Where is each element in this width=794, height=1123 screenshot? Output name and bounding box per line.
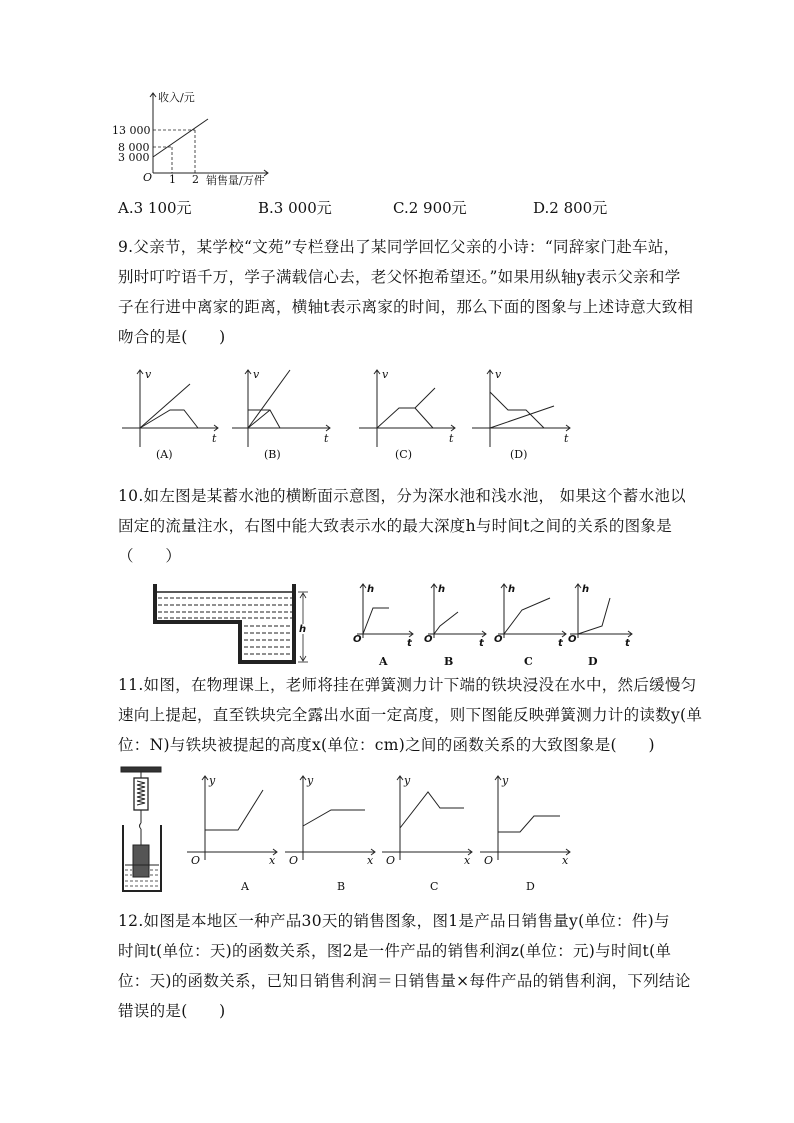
- q9-graph-label: (D): [510, 448, 528, 461]
- q10-line: （ ）: [118, 547, 182, 565]
- q10-line: 固定的流量注水，右图中能大致表示水的最大深度h与时间t之间的关系的图象是: [118, 517, 673, 535]
- q11-line: 11.如图，在物理课上，老师将挂在弹簧测力计下端的铁块浸没在水中，然后缓慢匀: [118, 676, 697, 694]
- q11-graph-label: A: [241, 880, 249, 893]
- q9-x-label: t: [324, 432, 329, 445]
- q11-x-label: x: [269, 854, 276, 867]
- q9-graph-a: [118, 362, 228, 464]
- q11-y-label: y: [502, 774, 509, 787]
- q10-origin: O: [494, 634, 503, 645]
- q8-x-tick: 1: [169, 173, 176, 186]
- q11-graph-label: C: [430, 880, 439, 893]
- q10-graph-label: A: [379, 655, 388, 668]
- q10-y-label: h: [582, 584, 590, 595]
- q10-graph-label: C: [524, 655, 533, 668]
- q10-y-label: h: [438, 584, 446, 595]
- q12-text: [118, 906, 691, 1026]
- q8-y-tick: 13 000: [112, 124, 151, 137]
- q9-line: 别时叮咛语千万，学子满载信心去，老父怀抱希望还。”如果用纵轴y表示父亲和学: [118, 268, 681, 286]
- q9-x-label: t: [212, 432, 217, 445]
- q12-line: 错误的是( ): [118, 1002, 226, 1020]
- q8-origin: O: [143, 171, 153, 184]
- q9-y-label: v: [382, 368, 389, 381]
- q10-text: [118, 481, 686, 571]
- q10-y-label: h: [508, 584, 516, 595]
- q11-graph-b: [283, 770, 383, 895]
- q10-x-label: t: [558, 638, 563, 649]
- q10-line: 10.如左图是某蓄水池的横断面示意图，分为深水池和浅水池， 如果这个蓄水池以: [118, 487, 686, 505]
- q8-y-tick: 3 000: [118, 151, 150, 164]
- q9-x-label: t: [449, 432, 454, 445]
- q11-x-label: x: [367, 854, 374, 867]
- q11-y-label: y: [307, 774, 314, 787]
- q9-y-label: v: [145, 368, 152, 381]
- q11-graph-d: [478, 770, 578, 895]
- q8-option-b: B.3 000元: [258, 199, 332, 217]
- q10-graph-c: [492, 578, 572, 670]
- q9-y-label: v: [495, 368, 502, 381]
- q11-x-label: x: [464, 854, 471, 867]
- q10-x-label: t: [625, 638, 630, 649]
- q10-origin: O: [424, 634, 433, 645]
- q10-x-label: t: [479, 638, 484, 649]
- q11-text: [118, 670, 702, 760]
- q10-x-label: t: [407, 638, 412, 649]
- q9-graph-c: [355, 362, 465, 464]
- q10-origin: O: [568, 634, 577, 645]
- q8-y-tick: 8 000: [118, 141, 150, 154]
- q11-spring-apparatus: [115, 765, 167, 895]
- q9-x-label: t: [564, 432, 569, 445]
- q9-graph-d: [468, 362, 578, 464]
- q9-line: 子在行进中离家的距离，横轴t表示离家的时间，那么下面的图象与上述诗意大致相: [118, 298, 694, 316]
- q11-graph-a: [183, 770, 283, 895]
- q12-line: 时间t(单位：天)的函数关系，图2是一件产品的销售利润z(单位：元)与时间t(单: [118, 942, 672, 960]
- q10-origin: O: [353, 634, 362, 645]
- q8-option-c: C.2 900元: [393, 199, 467, 217]
- q11-origin: O: [484, 854, 494, 867]
- q11-origin: O: [386, 854, 396, 867]
- q10-reservoir-diagram: [152, 578, 312, 666]
- q11-line: 位：N)与铁块被提起的高度x(单位：cm)之间的函数关系的大致图象是( ): [118, 736, 655, 754]
- q9-y-label: v: [253, 368, 260, 381]
- q11-graph-label: D: [526, 880, 535, 893]
- q11-graph-label: B: [337, 880, 346, 893]
- q8-income-line: [153, 119, 208, 157]
- q10-graph-label: B: [444, 655, 454, 668]
- q11-x-label: x: [562, 854, 569, 867]
- q8-y-axis-label: 收入/元: [158, 91, 195, 104]
- q11-origin: O: [191, 854, 201, 867]
- q10-graph-label: D: [588, 655, 598, 668]
- q9-graph-label: (B): [264, 448, 281, 461]
- q10-graph-a: [345, 578, 417, 670]
- q10-graph-d: [564, 578, 636, 670]
- q11-graph-c: [380, 770, 480, 895]
- q10-y-label: h: [367, 584, 375, 595]
- q9-graph-label: (C): [395, 448, 412, 461]
- q12-line: 12.如图是本地区一种产品30天的销售图象，图1是产品日销售量y(单位：件)与: [118, 912, 670, 930]
- q8-x-axis-label: 销售量/万件: [206, 174, 265, 187]
- q8-x-tick: 2: [192, 173, 199, 186]
- q8-option-d: D.2 800元: [533, 199, 608, 217]
- q10-depth-label: h: [299, 624, 307, 635]
- q9-line: 吻合的是( ): [118, 328, 226, 346]
- q8-option-a: A.3 100元: [118, 199, 192, 217]
- q9-graph-b: [228, 362, 338, 464]
- q8-income-graph: [108, 85, 288, 190]
- q11-origin: O: [289, 854, 299, 867]
- q9-line: 9.父亲节，某学校“文苑”专栏登出了某同学回忆父亲的小诗：“同辞家门赴车站，: [118, 238, 680, 256]
- q11-y-label: y: [209, 774, 216, 787]
- q9-text: [118, 232, 693, 352]
- q10-graph-b: [422, 578, 494, 670]
- q11-line: 速向上提起，直至铁块完全露出水面一定高度，则下图能反映弹簧测力计的读数y(单: [118, 706, 703, 724]
- q12-line: 位：天)的函数关系，已知日销售利润＝日销售量×每件产品的销售利润，下列结论: [118, 972, 691, 990]
- q9-graph-label: (A): [156, 448, 173, 461]
- q11-y-label: y: [404, 774, 411, 787]
